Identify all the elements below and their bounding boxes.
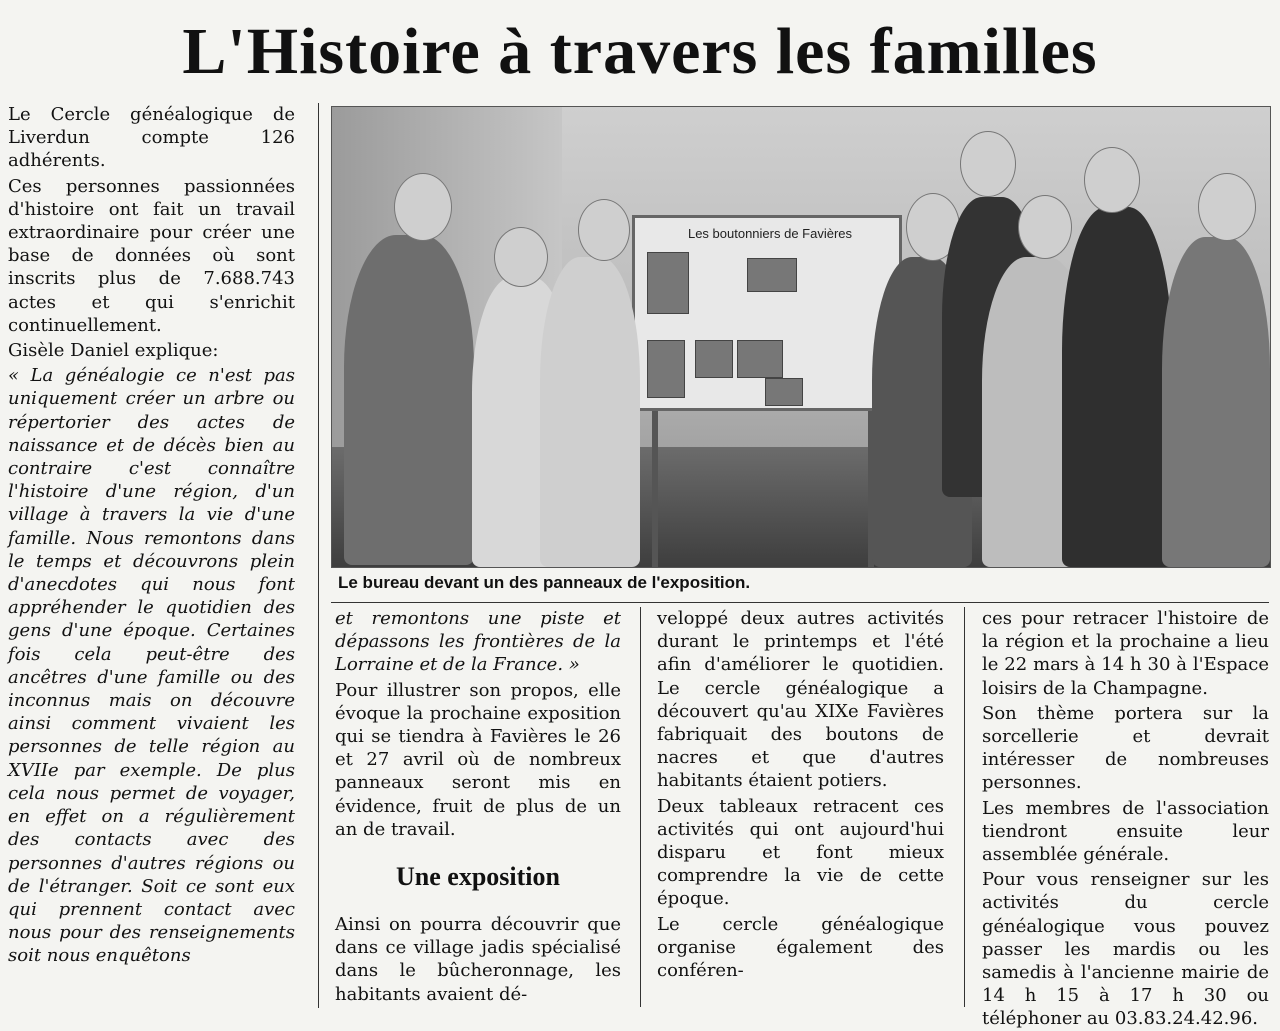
paragraph: Son thème portera sur la sorcellerie et devrait intéresser de nombreuses personnes. (982, 702, 1269, 794)
person-head (960, 131, 1016, 197)
person-figure (344, 235, 474, 565)
exhibition-photo (331, 106, 1271, 568)
panel-image (747, 258, 797, 292)
display-table (652, 407, 874, 567)
caption-divider (331, 602, 1269, 603)
person-head (1084, 147, 1140, 213)
paragraph: Pour vous renseigner sur les activités du cercle généalogique vous pouvez passer les mardis ou les samedis à l'ancienne mairie de 14 h 15 à 17 h 30 ou téléphoner au 03.83.24.42.96. (982, 869, 1269, 1030)
panel-title: Les boutonniers de Favières (687, 226, 853, 241)
paragraph: Deux tableaux retracent ces activités qui ont aujourd'hui disparu et font mieux comprendre la vie de cette époque. (657, 795, 944, 910)
person-figure (1162, 237, 1270, 567)
person-head (494, 227, 548, 287)
column-1 (8, 103, 295, 968)
paragraph: Le cercle généalogique organise également des conféren- (657, 913, 944, 982)
headline: L'Histoire à travers les familles (182, 15, 1098, 88)
photo-caption: Le bureau devant un des panneaux de l'exposition. (338, 573, 751, 592)
paragraph: ces pour retracer l'histoire de la région et la prochaine a lieu le 22 mars à 14 h 30 à l'Espace loisirs de la Champagne. (982, 608, 1269, 699)
exhibition-panel (632, 215, 902, 411)
paragraph: Le Cercle généalogique de Liverdun compte 126 adhérents. (8, 104, 295, 172)
paragraph: veloppé deux autres activités durant le printemps et l'été afin d'améliorer le quotidien. Le cercle généalogique a découvert qu'au XIXe Favières fabriquait des boutons de nacres et que d'autres habitants étaient potiers. (657, 608, 944, 792)
panel-image (647, 340, 685, 398)
column-divider (640, 607, 641, 1007)
person-head (394, 173, 452, 241)
quote-paragraph: et remontons une piste et dépassons les frontières de la Lorraine et de la France. » (335, 608, 621, 676)
column-3 (657, 607, 944, 982)
panel-image (765, 378, 803, 406)
person-figure (1062, 207, 1172, 567)
paragraph: Ces personnes passionnées d'histoire ont fait un travail extraordinaire pour créer une base de données où sont inscrits plus de 7.688.743 actes et qui s'enrichit continuellement. (8, 175, 295, 336)
column-4 (982, 607, 1269, 1031)
panel-image (647, 252, 689, 314)
panel-image (737, 340, 783, 378)
paragraph: Pour illustrer son propos, elle évoque la prochaine exposition qui se tiendra à Favières le 26 et 27 avril où de nombreux panneaux seront mis en évidence, fruit de plus de un an de travail. (335, 679, 621, 840)
paragraph: Ainsi on pourra découvrir que dans ce village jadis spécialisé dans le bûcheronnage, les habitants avaient dé- (335, 914, 621, 1005)
column-divider (964, 607, 965, 1007)
person-head (578, 199, 630, 261)
paragraph: Les membres de l'association tiendront ensuite leur assemblée générale. (982, 797, 1269, 866)
quote-paragraph: « La généalogie ce n'est pas uniquement créer un arbre ou répertorier des actes de naissance et de décès bien au contraire c'est connaître l'histoire d'une région, d'un village à travers la vie d'une famille. Nous remontons dans le temps et découvrons plein d'anecdotes qui nous font appréhender le quotidien des gens d'une époque. Certaines fois cela peut-être des ancêtres d'une famille ou des inconnus mais on découvre ainsi comment vivaient les personnes de telle région au XVIIe par exemple. De plus cela nous permet de voyager, en effet on a régulièrement des contacts avec des personnes d'autres régions ou de l'étranger. Soit ce sont eux qui prennent contact avec nous pour des renseignements soit nous enquêtons (8, 365, 295, 967)
person-head (1018, 195, 1072, 259)
person-head (1198, 173, 1256, 241)
column-2 (335, 607, 621, 1006)
column-divider (318, 103, 319, 1008)
paragraph: Gisèle Daniel explique: (8, 340, 219, 362)
panel-image (695, 340, 733, 378)
section-subheading: Une exposition (396, 862, 560, 892)
person-figure (540, 257, 640, 567)
